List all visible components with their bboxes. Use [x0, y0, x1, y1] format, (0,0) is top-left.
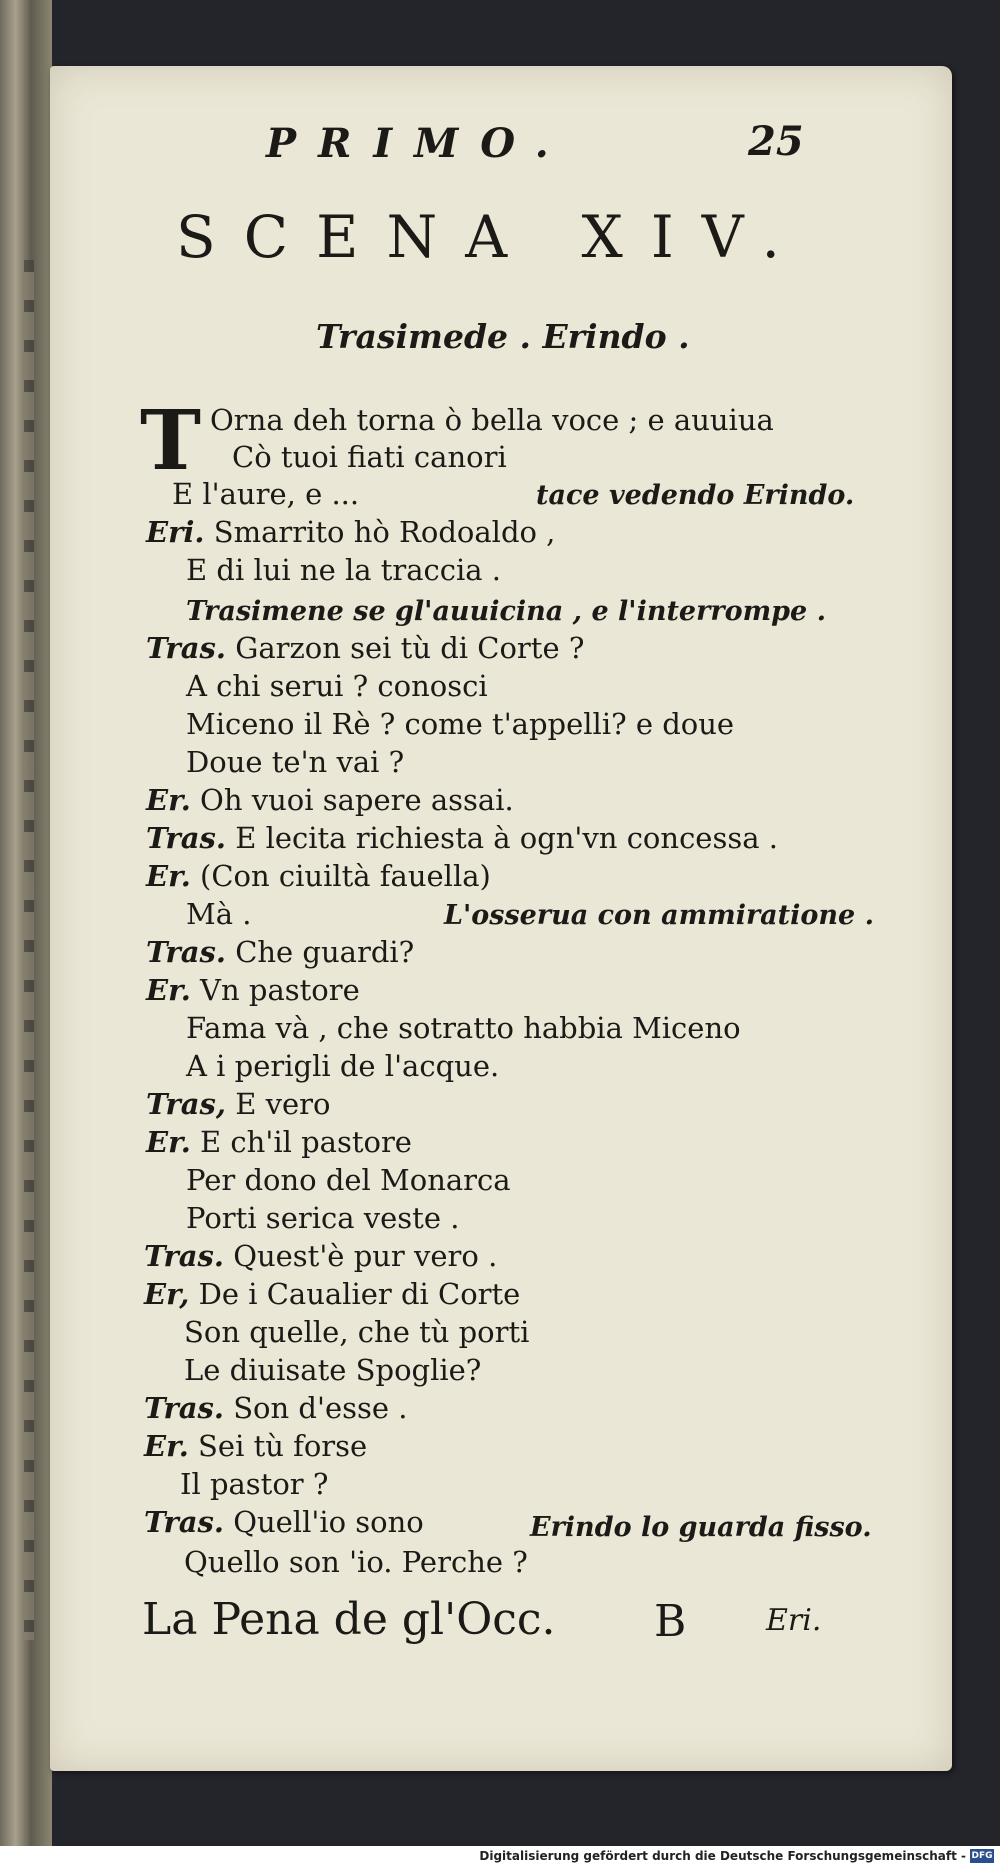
verse-text: E ch'il pastore	[200, 1125, 412, 1159]
verse-line	[144, 1505, 424, 1539]
verse-text: Per dono del Monarca	[186, 1163, 511, 1197]
catchline-title: La Pena de gl'Occ.	[142, 1594, 556, 1645]
verse-line	[184, 1353, 482, 1387]
verse-text: E l'aure, e ...	[172, 477, 360, 511]
speaker-label: Tras.	[144, 1391, 224, 1425]
verse-text: Orna deh torna ò bella voce ; e auuiua	[210, 403, 774, 437]
speaker-label: Eri.	[146, 515, 205, 549]
verse-line	[186, 669, 488, 703]
verse-line	[146, 821, 778, 855]
verse-line	[172, 477, 360, 511]
verse-line	[146, 935, 415, 969]
stage-direction: Erindo lo guarda fisso.	[530, 1512, 872, 1543]
verse-text: A chi serui ? conosci	[186, 669, 488, 703]
verse-text: Il pastor ?	[180, 1467, 329, 1501]
speaker-label: Er.	[144, 1429, 189, 1463]
verse-line	[144, 1239, 498, 1273]
book-spine	[0, 0, 52, 1867]
verse-text: Son quelle, che tù porti	[184, 1315, 530, 1349]
signature-mark: B	[654, 1596, 687, 1647]
footer-funding-text: Digitalisierung gefördert durch die Deutsche Forschungsgemeinschaft -	[479, 1849, 966, 1863]
verse-line	[144, 1429, 368, 1463]
verse-text: Son d'esse .	[233, 1391, 408, 1425]
drop-cap: T	[140, 393, 202, 489]
verse-text: Fama và , che sotratto habbia Miceno	[186, 1011, 741, 1045]
speaker-label: Er.	[146, 783, 191, 817]
verse-text: Cò tuoi fiati canori	[232, 440, 507, 474]
verse-line	[146, 1125, 412, 1159]
scene-title: SCENA XIV.	[176, 203, 808, 271]
speaker-label: Tras.	[146, 821, 226, 855]
verse-line	[186, 1201, 460, 1235]
page-number: 25	[748, 118, 804, 165]
verse-line	[146, 859, 491, 893]
verse-text: E lecita richiesta à ogn'vn concessa .	[235, 821, 778, 855]
stage-direction: tace vedendo Erindo.	[536, 480, 855, 511]
scene-characters: Trasimede . Erindo .	[316, 317, 690, 356]
verse-text: A i perigli de l'acque.	[186, 1049, 500, 1083]
verse-text: Sei tù forse	[198, 1429, 368, 1463]
verse-text: Quello son 'io. Perche ?	[184, 1545, 528, 1579]
verse-line	[186, 707, 735, 741]
verse-line	[184, 1315, 530, 1349]
verse-text: Oh vuoi sapere assai.	[200, 783, 514, 817]
verse-line	[144, 1391, 408, 1425]
verse-line	[210, 403, 774, 437]
verse-line	[186, 897, 252, 931]
verse-line	[180, 1467, 329, 1501]
verse-text: Quest'è pur vero .	[233, 1239, 498, 1273]
speaker-label: Tras.	[146, 631, 226, 665]
verse-line	[186, 553, 502, 587]
verse-text: Che guardi?	[235, 935, 415, 969]
speaker-label: Er.	[146, 859, 191, 893]
verse-line	[186, 1163, 511, 1197]
verse-text: Smarrito hò Rodoaldo ,	[213, 515, 556, 549]
verse-line	[144, 1277, 521, 1311]
verse-line	[232, 440, 507, 474]
verse-line	[186, 745, 405, 779]
speaker-label: Tras,	[146, 1087, 226, 1121]
verse-line	[146, 973, 360, 1007]
speaker-label: Er.	[146, 1125, 191, 1159]
verse-line	[146, 1087, 331, 1121]
speaker-label: Er,	[144, 1277, 190, 1311]
speaker-label: Tras.	[146, 935, 226, 969]
verse-line	[146, 515, 556, 549]
speaker-label: Tras.	[144, 1505, 224, 1539]
verse-line	[146, 631, 585, 665]
stage-direction: L'osserua con ammiratione .	[444, 900, 875, 931]
verse-text: Le diuisate Spoglie?	[184, 1353, 482, 1387]
verse-text: E di lui ne la traccia .	[186, 553, 502, 587]
verse-line	[186, 1011, 741, 1045]
verse-line	[146, 783, 514, 817]
verse-text: E vero	[235, 1087, 331, 1121]
verse-line	[184, 1545, 528, 1579]
verse-text: Miceno il Rè ? come t'appelli? e doue	[186, 707, 735, 741]
dfg-logo-icon: DFG	[971, 1851, 993, 1861]
verse-text: Vn pastore	[200, 973, 360, 1007]
verse-text: De i Caualier di Corte	[198, 1277, 521, 1311]
footer-bar	[0, 1846, 1000, 1867]
verse-text: Quell'io sono	[233, 1505, 424, 1539]
verse-text: Mà .	[186, 897, 252, 931]
catchword: Eri.	[766, 1603, 822, 1638]
spine-page-edges	[24, 260, 34, 1640]
verse-text: Garzon sei tù di Corte ?	[235, 631, 585, 665]
verse-text: (Con ciuiltà fauella)	[200, 859, 491, 893]
speaker-label: Tras.	[144, 1239, 224, 1273]
verse-text: Doue te'n vai ?	[186, 745, 405, 779]
speaker-label: Er.	[146, 973, 191, 1007]
verse-line	[186, 1049, 500, 1083]
running-head: PRIMO.	[266, 120, 571, 167]
verse-text: Porti serica veste .	[186, 1201, 460, 1235]
stage-direction: Trasimene se gl'auuicina , e l'interrompe .	[186, 596, 826, 627]
